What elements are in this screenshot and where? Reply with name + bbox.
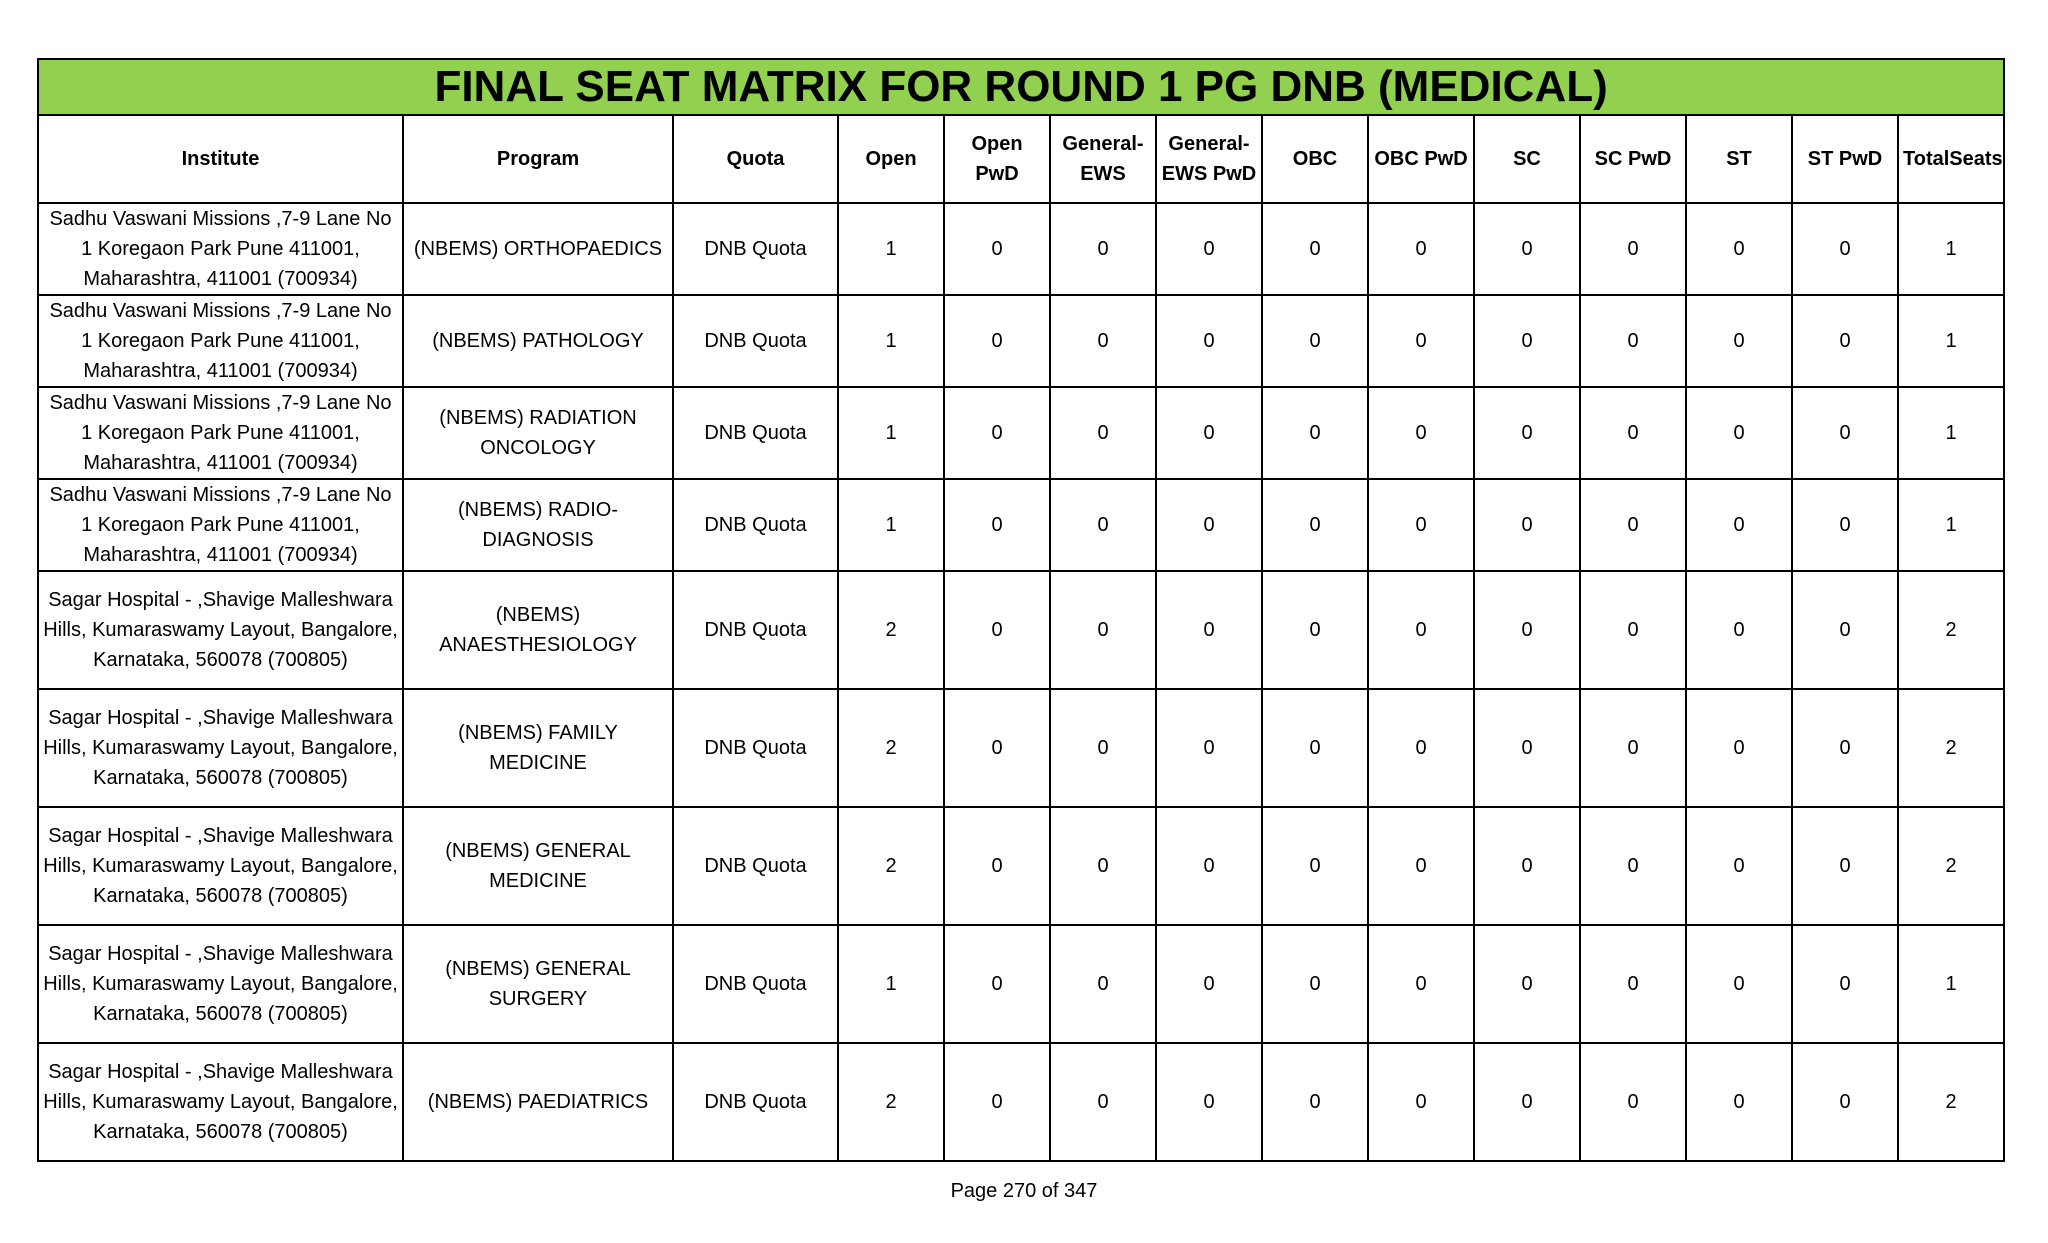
- cell-institute: Sadhu Vaswani Missions ,7-9 Lane No 1 Koregaon Park Pune 411001, Maharashtra, 411001 (700934): [38, 203, 403, 295]
- cell-st: 0: [1686, 689, 1792, 807]
- cell-total-seats: 1: [1898, 295, 2004, 387]
- cell-sc: 0: [1474, 387, 1580, 479]
- cell-general-ews: 0: [1050, 387, 1156, 479]
- cell-st: 0: [1686, 295, 1792, 387]
- cell-program: (NBEMS) GENERAL MEDICINE: [403, 807, 673, 925]
- table-row: [38, 295, 2004, 387]
- cell-obc: 0: [1262, 387, 1368, 479]
- cell-open-pwd: 0: [944, 689, 1050, 807]
- cell-sc-pwd: 0: [1580, 295, 1686, 387]
- cell-sc-pwd: 0: [1580, 571, 1686, 689]
- page-number: Page 270 of 347: [950, 1180, 1098, 1202]
- cell-general-ews-pwd: 0: [1156, 295, 1262, 387]
- cell-sc-pwd: 0: [1580, 203, 1686, 295]
- cell-open: 1: [838, 203, 944, 295]
- cell-st-pwd: 0: [1792, 1043, 1898, 1161]
- cell-general-ews: 0: [1050, 925, 1156, 1043]
- header-total-seats: TotalSeats: [1898, 115, 2004, 203]
- cell-st-pwd: 0: [1792, 387, 1898, 479]
- cell-obc-pwd: 0: [1368, 479, 1474, 571]
- cell-open-pwd: 0: [944, 387, 1050, 479]
- cell-general-ews-pwd: 0: [1156, 807, 1262, 925]
- cell-open: 2: [838, 1043, 944, 1161]
- header-open-pwd: Open PwD: [944, 115, 1050, 203]
- table-row: [38, 203, 2004, 295]
- cell-program: (NBEMS) RADIATION ONCOLOGY: [403, 387, 673, 479]
- cell-open-pwd: 0: [944, 1043, 1050, 1161]
- cell-program: (NBEMS) ORTHOPAEDICS: [403, 203, 673, 295]
- cell-sc: 0: [1474, 807, 1580, 925]
- cell-institute: Sagar Hospital - ,Shavige Malleshwara Hills, Kumaraswamy Layout, Bangalore, Karnataka, 560078 (700805): [38, 689, 403, 807]
- cell-total-seats: 1: [1898, 203, 2004, 295]
- cell-institute: Sagar Hospital - ,Shavige Malleshwara Hills, Kumaraswamy Layout, Bangalore, Karnataka, 560078 (700805): [38, 925, 403, 1043]
- cell-obc-pwd: 0: [1368, 571, 1474, 689]
- cell-program: (NBEMS) RADIO-DIAGNOSIS: [403, 479, 673, 571]
- cell-obc: 0: [1262, 1043, 1368, 1161]
- cell-obc: 0: [1262, 807, 1368, 925]
- header-obc: OBC: [1262, 115, 1368, 203]
- cell-sc: 0: [1474, 295, 1580, 387]
- cell-open-pwd: 0: [944, 571, 1050, 689]
- table-row: [38, 387, 2004, 479]
- cell-general-ews-pwd: 0: [1156, 571, 1262, 689]
- cell-st: 0: [1686, 1043, 1792, 1161]
- header-institute: Institute: [38, 115, 403, 203]
- cell-open-pwd: 0: [944, 295, 1050, 387]
- table-row: [38, 1043, 2004, 1161]
- table-row: [38, 571, 2004, 689]
- table-title: FINAL SEAT MATRIX FOR ROUND 1 PG DNB (MEDICAL): [38, 59, 2004, 115]
- cell-open-pwd: 0: [944, 479, 1050, 571]
- cell-open: 1: [838, 925, 944, 1043]
- cell-quota: DNB Quota: [673, 571, 838, 689]
- cell-open: 1: [838, 479, 944, 571]
- table-row: [38, 689, 2004, 807]
- cell-sc: 0: [1474, 1043, 1580, 1161]
- cell-general-ews-pwd: 0: [1156, 479, 1262, 571]
- header-sc-pwd: SC PwD: [1580, 115, 1686, 203]
- cell-general-ews-pwd: 0: [1156, 387, 1262, 479]
- header-st: ST: [1686, 115, 1792, 203]
- cell-st-pwd: 0: [1792, 479, 1898, 571]
- cell-sc-pwd: 0: [1580, 807, 1686, 925]
- seat-matrix-table: [37, 58, 2005, 1162]
- cell-total-seats: 1: [1898, 925, 2004, 1043]
- header-general-ews: General-EWS: [1050, 115, 1156, 203]
- cell-st-pwd: 0: [1792, 807, 1898, 925]
- header-obc-pwd: OBC PwD: [1368, 115, 1474, 203]
- cell-institute: Sagar Hospital - ,Shavige Malleshwara Hills, Kumaraswamy Layout, Bangalore, Karnataka, 560078 (700805): [38, 571, 403, 689]
- cell-sc-pwd: 0: [1580, 925, 1686, 1043]
- header-row: [38, 115, 2004, 203]
- cell-program: (NBEMS) ANAESTHESIOLOGY: [403, 571, 673, 689]
- cell-total-seats: 2: [1898, 1043, 2004, 1161]
- cell-general-ews: 0: [1050, 807, 1156, 925]
- cell-obc: 0: [1262, 689, 1368, 807]
- cell-quota: DNB Quota: [673, 387, 838, 479]
- cell-institute: Sadhu Vaswani Missions ,7-9 Lane No 1 Koregaon Park Pune 411001, Maharashtra, 411001 (700934): [38, 387, 403, 479]
- cell-general-ews-pwd: 0: [1156, 1043, 1262, 1161]
- table-row: [38, 925, 2004, 1043]
- cell-quota: DNB Quota: [673, 1043, 838, 1161]
- cell-institute: Sagar Hospital - ,Shavige Malleshwara Hills, Kumaraswamy Layout, Bangalore, Karnataka, 560078 (700805): [38, 807, 403, 925]
- cell-quota: DNB Quota: [673, 295, 838, 387]
- cell-quota: DNB Quota: [673, 807, 838, 925]
- cell-total-seats: 2: [1898, 571, 2004, 689]
- cell-program: (NBEMS) PATHOLOGY: [403, 295, 673, 387]
- cell-quota: DNB Quota: [673, 689, 838, 807]
- cell-open: 1: [838, 295, 944, 387]
- cell-open: 2: [838, 689, 944, 807]
- cell-sc: 0: [1474, 571, 1580, 689]
- cell-st: 0: [1686, 203, 1792, 295]
- cell-obc-pwd: 0: [1368, 925, 1474, 1043]
- table-row: [38, 807, 2004, 925]
- cell-open: 1: [838, 387, 944, 479]
- header-quota: Quota: [673, 115, 838, 203]
- cell-total-seats: 2: [1898, 689, 2004, 807]
- cell-open-pwd: 0: [944, 203, 1050, 295]
- cell-obc: 0: [1262, 203, 1368, 295]
- header-general-ews-pwd: General-EWS PwD: [1156, 115, 1262, 203]
- cell-obc-pwd: 0: [1368, 203, 1474, 295]
- cell-st: 0: [1686, 479, 1792, 571]
- cell-obc: 0: [1262, 571, 1368, 689]
- cell-general-ews: 0: [1050, 479, 1156, 571]
- cell-st: 0: [1686, 387, 1792, 479]
- cell-open-pwd: 0: [944, 925, 1050, 1043]
- cell-institute: Sadhu Vaswani Missions ,7-9 Lane No 1 Koregaon Park Pune 411001, Maharashtra, 411001 (700934): [38, 295, 403, 387]
- cell-st-pwd: 0: [1792, 295, 1898, 387]
- cell-general-ews-pwd: 0: [1156, 689, 1262, 807]
- cell-obc: 0: [1262, 925, 1368, 1043]
- cell-open-pwd: 0: [944, 807, 1050, 925]
- cell-open: 2: [838, 807, 944, 925]
- cell-sc: 0: [1474, 203, 1580, 295]
- cell-obc-pwd: 0: [1368, 387, 1474, 479]
- cell-general-ews: 0: [1050, 571, 1156, 689]
- cell-st: 0: [1686, 807, 1792, 925]
- cell-obc-pwd: 0: [1368, 295, 1474, 387]
- cell-sc: 0: [1474, 925, 1580, 1043]
- cell-program: (NBEMS) FAMILY MEDICINE: [403, 689, 673, 807]
- cell-general-ews-pwd: 0: [1156, 925, 1262, 1043]
- cell-obc: 0: [1262, 295, 1368, 387]
- cell-open: 2: [838, 571, 944, 689]
- table-row: [38, 479, 2004, 571]
- cell-obc-pwd: 0: [1368, 689, 1474, 807]
- cell-st: 0: [1686, 571, 1792, 689]
- header-open: Open: [838, 115, 944, 203]
- header-sc: SC: [1474, 115, 1580, 203]
- cell-institute: Sadhu Vaswani Missions ,7-9 Lane No 1 Koregaon Park Pune 411001, Maharashtra, 411001 (700934): [38, 479, 403, 571]
- cell-sc-pwd: 0: [1580, 1043, 1686, 1161]
- cell-general-ews: 0: [1050, 295, 1156, 387]
- cell-obc-pwd: 0: [1368, 807, 1474, 925]
- cell-st: 0: [1686, 925, 1792, 1043]
- cell-sc: 0: [1474, 479, 1580, 571]
- cell-quota: DNB Quota: [673, 479, 838, 571]
- cell-sc-pwd: 0: [1580, 387, 1686, 479]
- cell-st-pwd: 0: [1792, 203, 1898, 295]
- cell-institute: Sagar Hospital - ,Shavige Malleshwara Hills, Kumaraswamy Layout, Bangalore, Karnataka, 560078 (700805): [38, 1043, 403, 1161]
- cell-st-pwd: 0: [1792, 689, 1898, 807]
- cell-total-seats: 1: [1898, 387, 2004, 479]
- cell-quota: DNB Quota: [673, 203, 838, 295]
- cell-general-ews-pwd: 0: [1156, 203, 1262, 295]
- cell-general-ews: 0: [1050, 1043, 1156, 1161]
- cell-general-ews: 0: [1050, 203, 1156, 295]
- header-st-pwd: ST PwD: [1792, 115, 1898, 203]
- cell-program: (NBEMS) GENERAL SURGERY: [403, 925, 673, 1043]
- cell-sc-pwd: 0: [1580, 479, 1686, 571]
- cell-st-pwd: 0: [1792, 571, 1898, 689]
- cell-sc-pwd: 0: [1580, 689, 1686, 807]
- cell-sc: 0: [1474, 689, 1580, 807]
- cell-general-ews: 0: [1050, 689, 1156, 807]
- cell-obc: 0: [1262, 479, 1368, 571]
- cell-quota: DNB Quota: [673, 925, 838, 1043]
- cell-st-pwd: 0: [1792, 925, 1898, 1043]
- header-program: Program: [403, 115, 673, 203]
- cell-program: (NBEMS) PAEDIATRICS: [403, 1043, 673, 1161]
- cell-total-seats: 2: [1898, 807, 2004, 925]
- cell-obc-pwd: 0: [1368, 1043, 1474, 1161]
- cell-total-seats: 1: [1898, 479, 2004, 571]
